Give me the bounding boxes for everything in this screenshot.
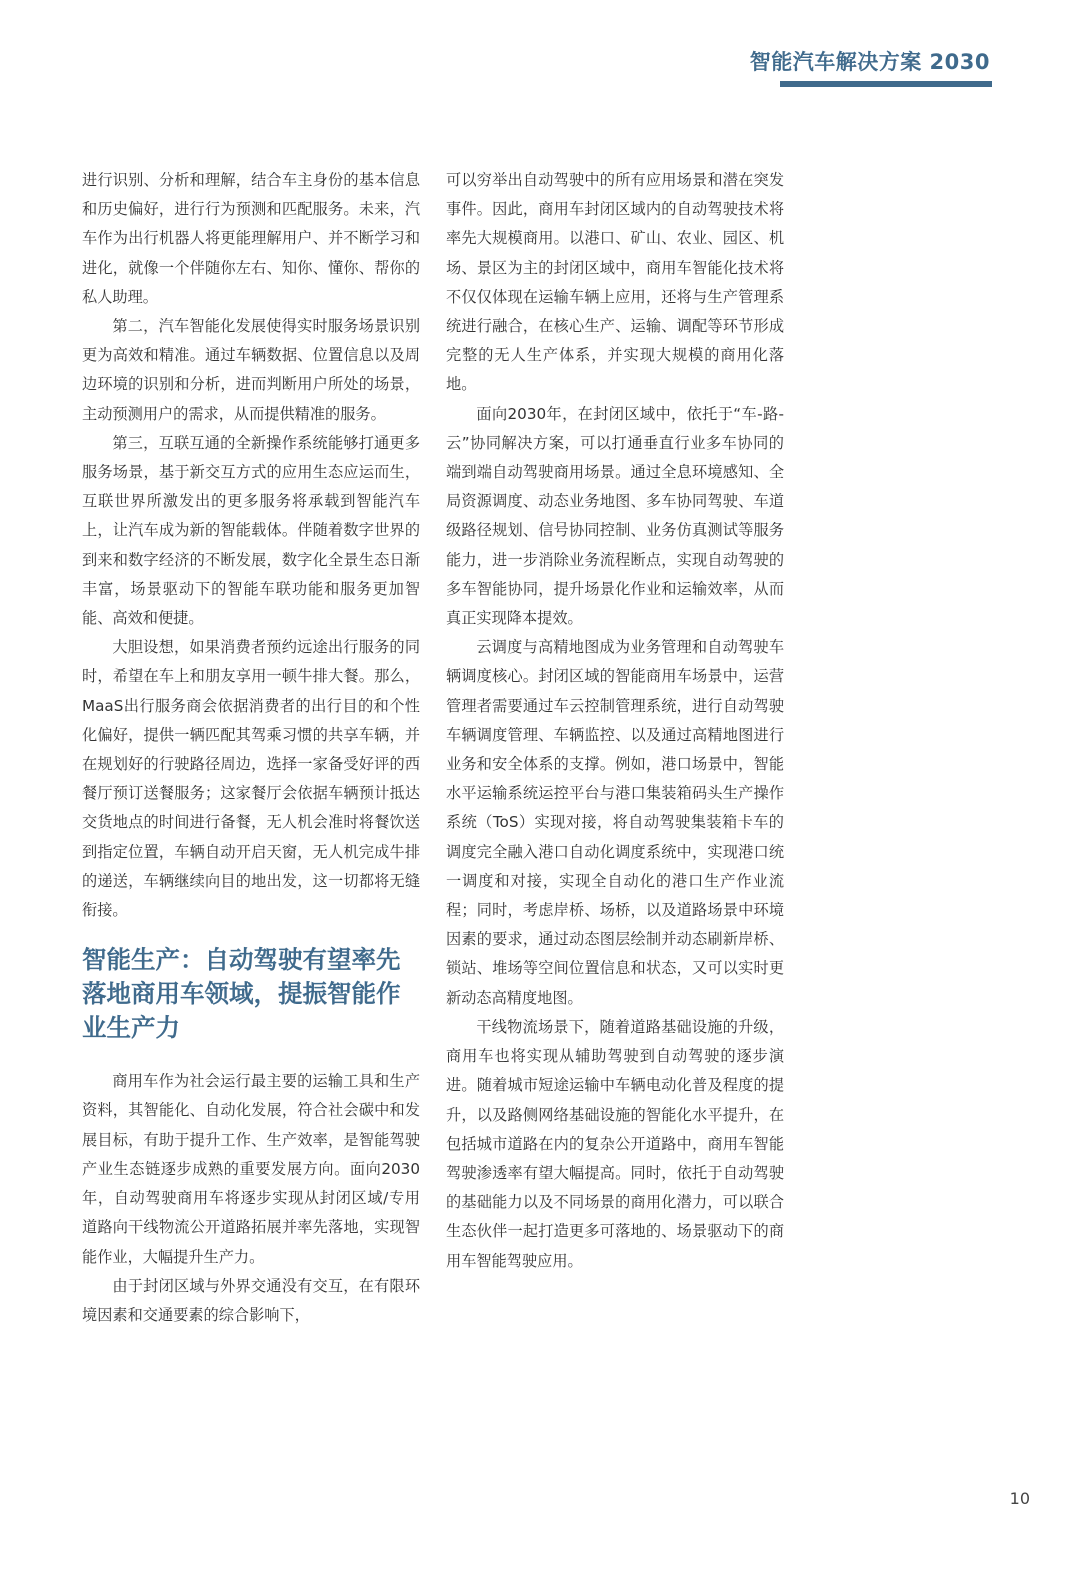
paragraph: 由于封闭区域与外界交通没有交互，在有限环境因素和交通要素的综合影响下， — [82, 1276, 420, 1324]
paragraph: 大胆设想，如果消费者预约远途出行服务的同时，希望在车上和朋友享用一顿牛排大餐。那么，MaaS出行服务商会依据消费者的出行目的和个性化偏好，提供一辆匹配其驾乘习惯的共享车辆，并在规划好的行驶路径周边，选择一家备受好评的西餐厅预订送餐服务；这家餐厅会依据车辆预计抵达交货地点的时间进行备餐，无人机会准时将餐饮送到指定位置，车辆自动开启天窗，无人机完成牛排的递送，车辆继续向目的地出发，这一切都将无缝衔接。 — [82, 638, 420, 920]
page-number: 10 — [1009, 1489, 1030, 1508]
paragraph: 面向2030年，在封闭区域中，依托于“车-路-云”协同解决方案，可以打通垂直行业多车协同的端到端自动驾驶商用场景。通过全息环境感知、全局资源调度、动态业务地图、多车协同驾驶、车道级路径规划、信号协同控制、业务仿真测试等服务能力，进一步消除业务流程断点，实现自动驾驶的多车智能协同，提升场景化作业和运输效率，从而真正实现降本提效。 — [446, 404, 784, 628]
paragraph: 干线物流场景下，随着道路基础设施的升级，商用车也将实现从辅助驾驶到自动驾驶的逐步演进。随着城市短途运输中车辆电动化普及程度的提升，以及路侧网络基础设施的智能化水平提升，在包括城市道路在内的复杂公开道路中，商用车智能驾驶渗透率有望大幅提高。同时，依托于自动驾驶的基础能力以及不同场景的商用化潜力，可以联合生态伙伴一起打造更多可落地的、场景驱动下的商用车智能驾驶应用。 — [446, 1017, 784, 1270]
paragraph: 云调度与高精地图成为业务管理和自动驾驶车辆调度核心。封闭区域的智能商用车场景中，运营管理者需要通过车云控制管理系统，进行自动驾驶车辆调度管理、车辆监控、以及通过高精地图进行业务和安全体系的支撑。例如，港口场景中，智能水平运输系统运控平台与港口集装箱码头生产操作系统（ToS）实现对接，将自动驾驶集装箱卡车的调度完全融入港口自动化调度系统中，实现港口统一调度和对接，实现全自动化的港口生产作业流程；同时，考虑岸桥、场桥，以及道路场景中环境因素的要求，通过动态图层绘制并动态刷新岸桥、锁站、堆场等空间位置信息和状态，又可以实时更新动态高精度地图。 — [446, 638, 784, 1007]
document-title: 智能汽车解决方案 2030 — [749, 50, 990, 74]
paragraph: 第二，汽车智能化发展使得实时服务场景识别更为高效和精准。通过车辆数据、位置信息以及周边环境的识别和分析，进而判断用户所处的场景，主动预测用户的需求，从而提供精准的服务。 — [82, 317, 420, 423]
paragraph: 商用车作为社会运行最主要的运输工具和生产资料，其智能化、自动化发展，符合社会碳中和发展目标，有助于提升工作、生产效率，是智能驾驶产业生态链逐步成熟的重要发展方向。面向2030年，自动驾驶商用车将逐步实现从封闭区域/专用道路向干线物流公开道路拓展并率先落地，实现智能作业，大幅提升生产力。 — [82, 1072, 420, 1266]
header-rule — [780, 81, 992, 87]
right-column — [446, 166, 784, 1276]
section-heading: 智能生产：自动驾驶有望率先落地商用车领域，提振智能作业生产力 — [82, 945, 401, 1043]
left-column — [82, 166, 420, 1330]
paragraph: 第三，互联互通的全新操作系统能够打通更多服务场景，基于新交互方式的应用生态应运而生，互联世界所激发出的更多服务将承载到智能汽车上，让汽车成为新的智能载体。伴随着数字世界的到来和数字经济的不断发展，数字化全景生态日渐丰富，场景驱动下的智能车联功能和服务更加智能、高效和便捷。 — [82, 433, 420, 628]
paragraph: 进行识别、分析和理解，结合车主身份的基本信息和历史偏好，进行行为预测和匹配服务。未来，汽车作为出行机器人将更能理解用户、并不断学习和进化，就像一个伴随你左右、知你、懂你、帮你的私人助理。 — [82, 171, 420, 306]
paragraph: 可以穷举出自动驾驶中的所有应用场景和潜在突发事件。因此，商用车封闭区域内的自动驾驶技术将率先大规模商用。以港口、矿山、农业、园区、机场、景区为主的封闭区域中，商用车智能化技术将不仅仅体现在运输车辆上应用，还将与生产管理系统进行融合，在核心生产、运输、调配等环节形成完整的无人生产体系，并实现大规模的商用化落地。 — [446, 171, 784, 394]
